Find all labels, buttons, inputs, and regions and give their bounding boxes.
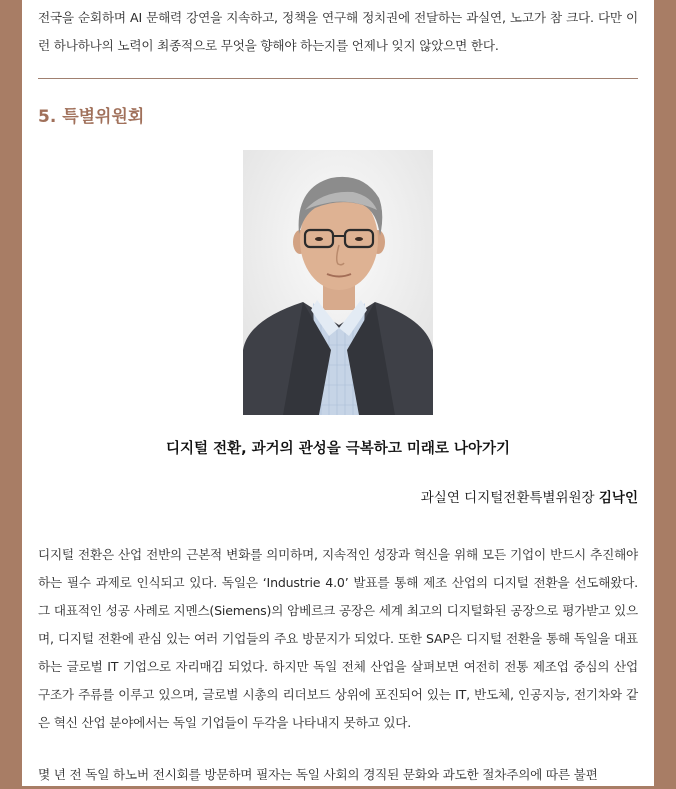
article-body-paragraph-1: 디지털 전환은 산업 전반의 근본적 변화를 의미하며, 지속적인 성장과 혁신을 위해 모든 기업이 반드시 추진해야 하는 필수 과제로 인식되고 있다. 독일은 ‘Industrie 4.0’ 발표를 통해 제조 산업의 디지털 전환을 선도해왔다. 그 대표적인 성공 사례로 지멘스(Siemens)의 암베르크 공장은 세계 최고의 디지털화된 공장으로 평가받고 있으며, 디지털 전환에 관심 있는 여러 기업들의 주요 방문지가 되었다. 또한 SAP은 디지털 전환을 통해 독일을 대표하는 글로벌 IT 기업으로 자리매김 되었다. 하지만 독일 전체 산업을 살펴보면 여전히 전통 제조업 중심의 산업 구조가 주류를 이루고 있으며, 글로벌 시총의 리더보드 상위에 포진되어 있는 IT, 반도체, 인공지능, 전기차와 같은 혁신 산업 분야에서는 독일 기업들이 두각을 나타내지 못하고 있다. <box>38 547 638 730</box>
article-body-paragraph-2: 몇 년 전 독일 하노버 전시회를 방문하며 필자는 독일 사회의 경직된 문화와 과도한 절차주의에 따른 불편 <box>38 767 598 782</box>
article-byline <box>421 486 638 506</box>
author-portrait <box>243 150 433 415</box>
byline-role: 과실연 디지털전환특별위원장 <box>420 490 595 506</box>
section-divider <box>38 78 638 79</box>
section-heading: 5. 특별위원회 <box>38 107 145 127</box>
byline-name: 김낙인 <box>598 490 638 506</box>
article-title: 디지털 전환, 과거의 관성을 극복하고 미래로 나아가기 <box>166 441 510 457</box>
document-page <box>22 0 654 786</box>
author-portrait-illustration <box>243 150 433 415</box>
intro-paragraph: 전국을 순회하며 AI 문해력 강연을 지속하고, 정책을 연구해 정치권에 전달하는 과실연, 노고가 참 크다. 다만 이런 하나하나의 노력이 최종적으로 무엇을 향해야 하는지를 언제나 잊지 않았으면 한다. <box>38 10 638 53</box>
